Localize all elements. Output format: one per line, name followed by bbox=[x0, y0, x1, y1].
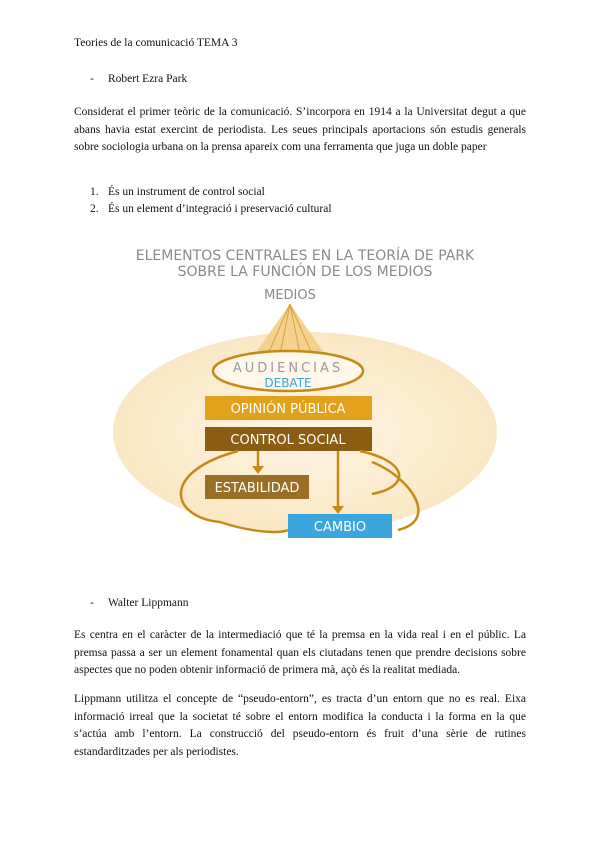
page-header: Teories de la comunicació TEMA 3 bbox=[74, 37, 238, 49]
debate-label: DEBATE bbox=[264, 376, 312, 390]
list-item: 1. És un instrument de control social bbox=[90, 186, 265, 198]
audiencias-label: AUDIENCIAS bbox=[232, 361, 344, 376]
opinion-publica-label: OPINIÓN PÚBLICA bbox=[230, 402, 346, 417]
estabilidad-label: ESTABILIDAD bbox=[214, 481, 300, 496]
medios-cone bbox=[255, 304, 325, 354]
numbered-list bbox=[90, 184, 332, 218]
bullet-park-label: Robert Ezra Park bbox=[108, 73, 188, 85]
bullet-park: - Robert Ezra Park bbox=[90, 73, 188, 85]
list-item: 2. És un element d’integració i preservació cultural bbox=[90, 203, 332, 215]
medios-label: MEDIOS bbox=[264, 288, 316, 303]
paragraph-park: Considerat el primer teòric de la comunicació. S’incorpora en 1914 a la Universitat degut a que abans havia estat exercint de periodista. Les seues principals aportacions són estudis generals sobre sociologia urbana on la prensa apareix com una ferramenta que juga un doble paper bbox=[74, 106, 526, 153]
bullet-lippmann-label: Walter Lippmann bbox=[108, 597, 189, 609]
diagram-title-line1: ELEMENTOS CENTRALES EN LA TEORÍA DE PARK bbox=[135, 248, 475, 264]
bullet-lippmann: - Walter Lippmann bbox=[90, 597, 189, 609]
control-social-label: CONTROL SOCIAL bbox=[230, 433, 346, 448]
cambio-label: CAMBIO bbox=[313, 520, 367, 535]
paragraph-lippmann-2: Lippmann utilitza el concepte de “pseudo-entorn”, es tracta d’un entorn que no es real. Eixa informació irreal que la societat té sobre el entorn modifica la conducta i la forma en la que s’actúa amb l’entorn. La construcció del pseudo-entorn és fruit d’una sèrie de rutines estandarditzades per als periodistes. bbox=[74, 693, 526, 758]
park-diagram bbox=[110, 242, 510, 552]
paragraph-lippmann-1: Es centra en el caràcter de la intermediació que té la premsa en la vida real i en el públic. La premsa passa a ser un element fonamental quan els ciutadans tenen que prendre decisions sobre aspectes que no poden obtenir informació de primera mà, açò és la realitat mediada. bbox=[74, 629, 526, 676]
diagram-title-line2: SOBRE LA FUNCIÓN DE LOS MEDIOS bbox=[177, 264, 433, 280]
